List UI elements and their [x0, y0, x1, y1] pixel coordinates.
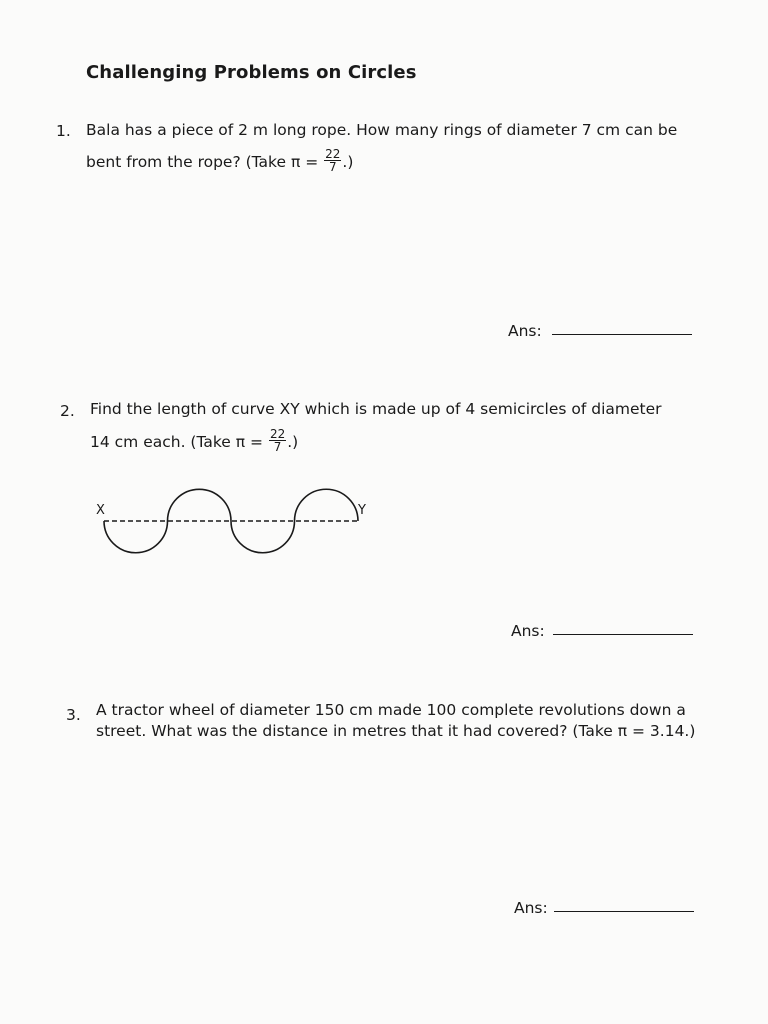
semicircle-1	[104, 521, 168, 553]
answer-blank-line[interactable]	[553, 634, 693, 635]
question-text-line-1: Bala has a piece of 2 m long rope. How many rings of diameter 7 cm can be	[86, 121, 678, 139]
pi-fraction	[324, 148, 341, 173]
question-text-line-1: Find the length of curve XY which is made up of 4 semicircles of diameter	[90, 400, 662, 418]
pi-fraction	[269, 428, 286, 453]
semicircle-4	[295, 489, 359, 521]
semicircle-3	[231, 521, 295, 553]
point-x-label: X	[96, 503, 105, 518]
question-text-line-2: street. What was the distance in metres that it had covered? (Take π = 3.14.)	[96, 722, 696, 740]
worksheet-title: Challenging Problems on Circles	[86, 62, 417, 83]
answer-blank-line[interactable]	[552, 334, 692, 335]
fraction-denominator: 7	[328, 160, 337, 174]
fraction-numerator: 22	[325, 147, 341, 161]
question-text-line-2	[90, 427, 299, 455]
question-number: 2.	[60, 402, 75, 420]
answer-blank-line[interactable]	[554, 911, 694, 912]
fraction-denominator: 7	[273, 440, 282, 454]
answer-label: Ans:	[511, 622, 545, 640]
answer-label: Ans:	[514, 899, 548, 917]
fraction-numerator: 22	[269, 427, 286, 441]
question-text-line-2	[86, 147, 354, 175]
question-text-line-1: A tractor wheel of diameter 150 cm made 100 complete revolutions down a	[96, 701, 686, 719]
point-y-label: Y	[358, 503, 366, 518]
question-text-prefix: 14 cm each. (Take π =	[90, 433, 268, 451]
question-number: 3.	[66, 706, 81, 724]
semicircle-curve-diagram	[88, 480, 378, 570]
question-number: 1.	[56, 122, 71, 140]
question-text-suffix: .)	[342, 153, 354, 171]
answer-label: Ans:	[508, 322, 542, 340]
question-text-prefix: bent from the rope? (Take π =	[86, 153, 324, 171]
question-text-suffix: .)	[287, 433, 299, 451]
semicircle-2	[168, 489, 232, 521]
